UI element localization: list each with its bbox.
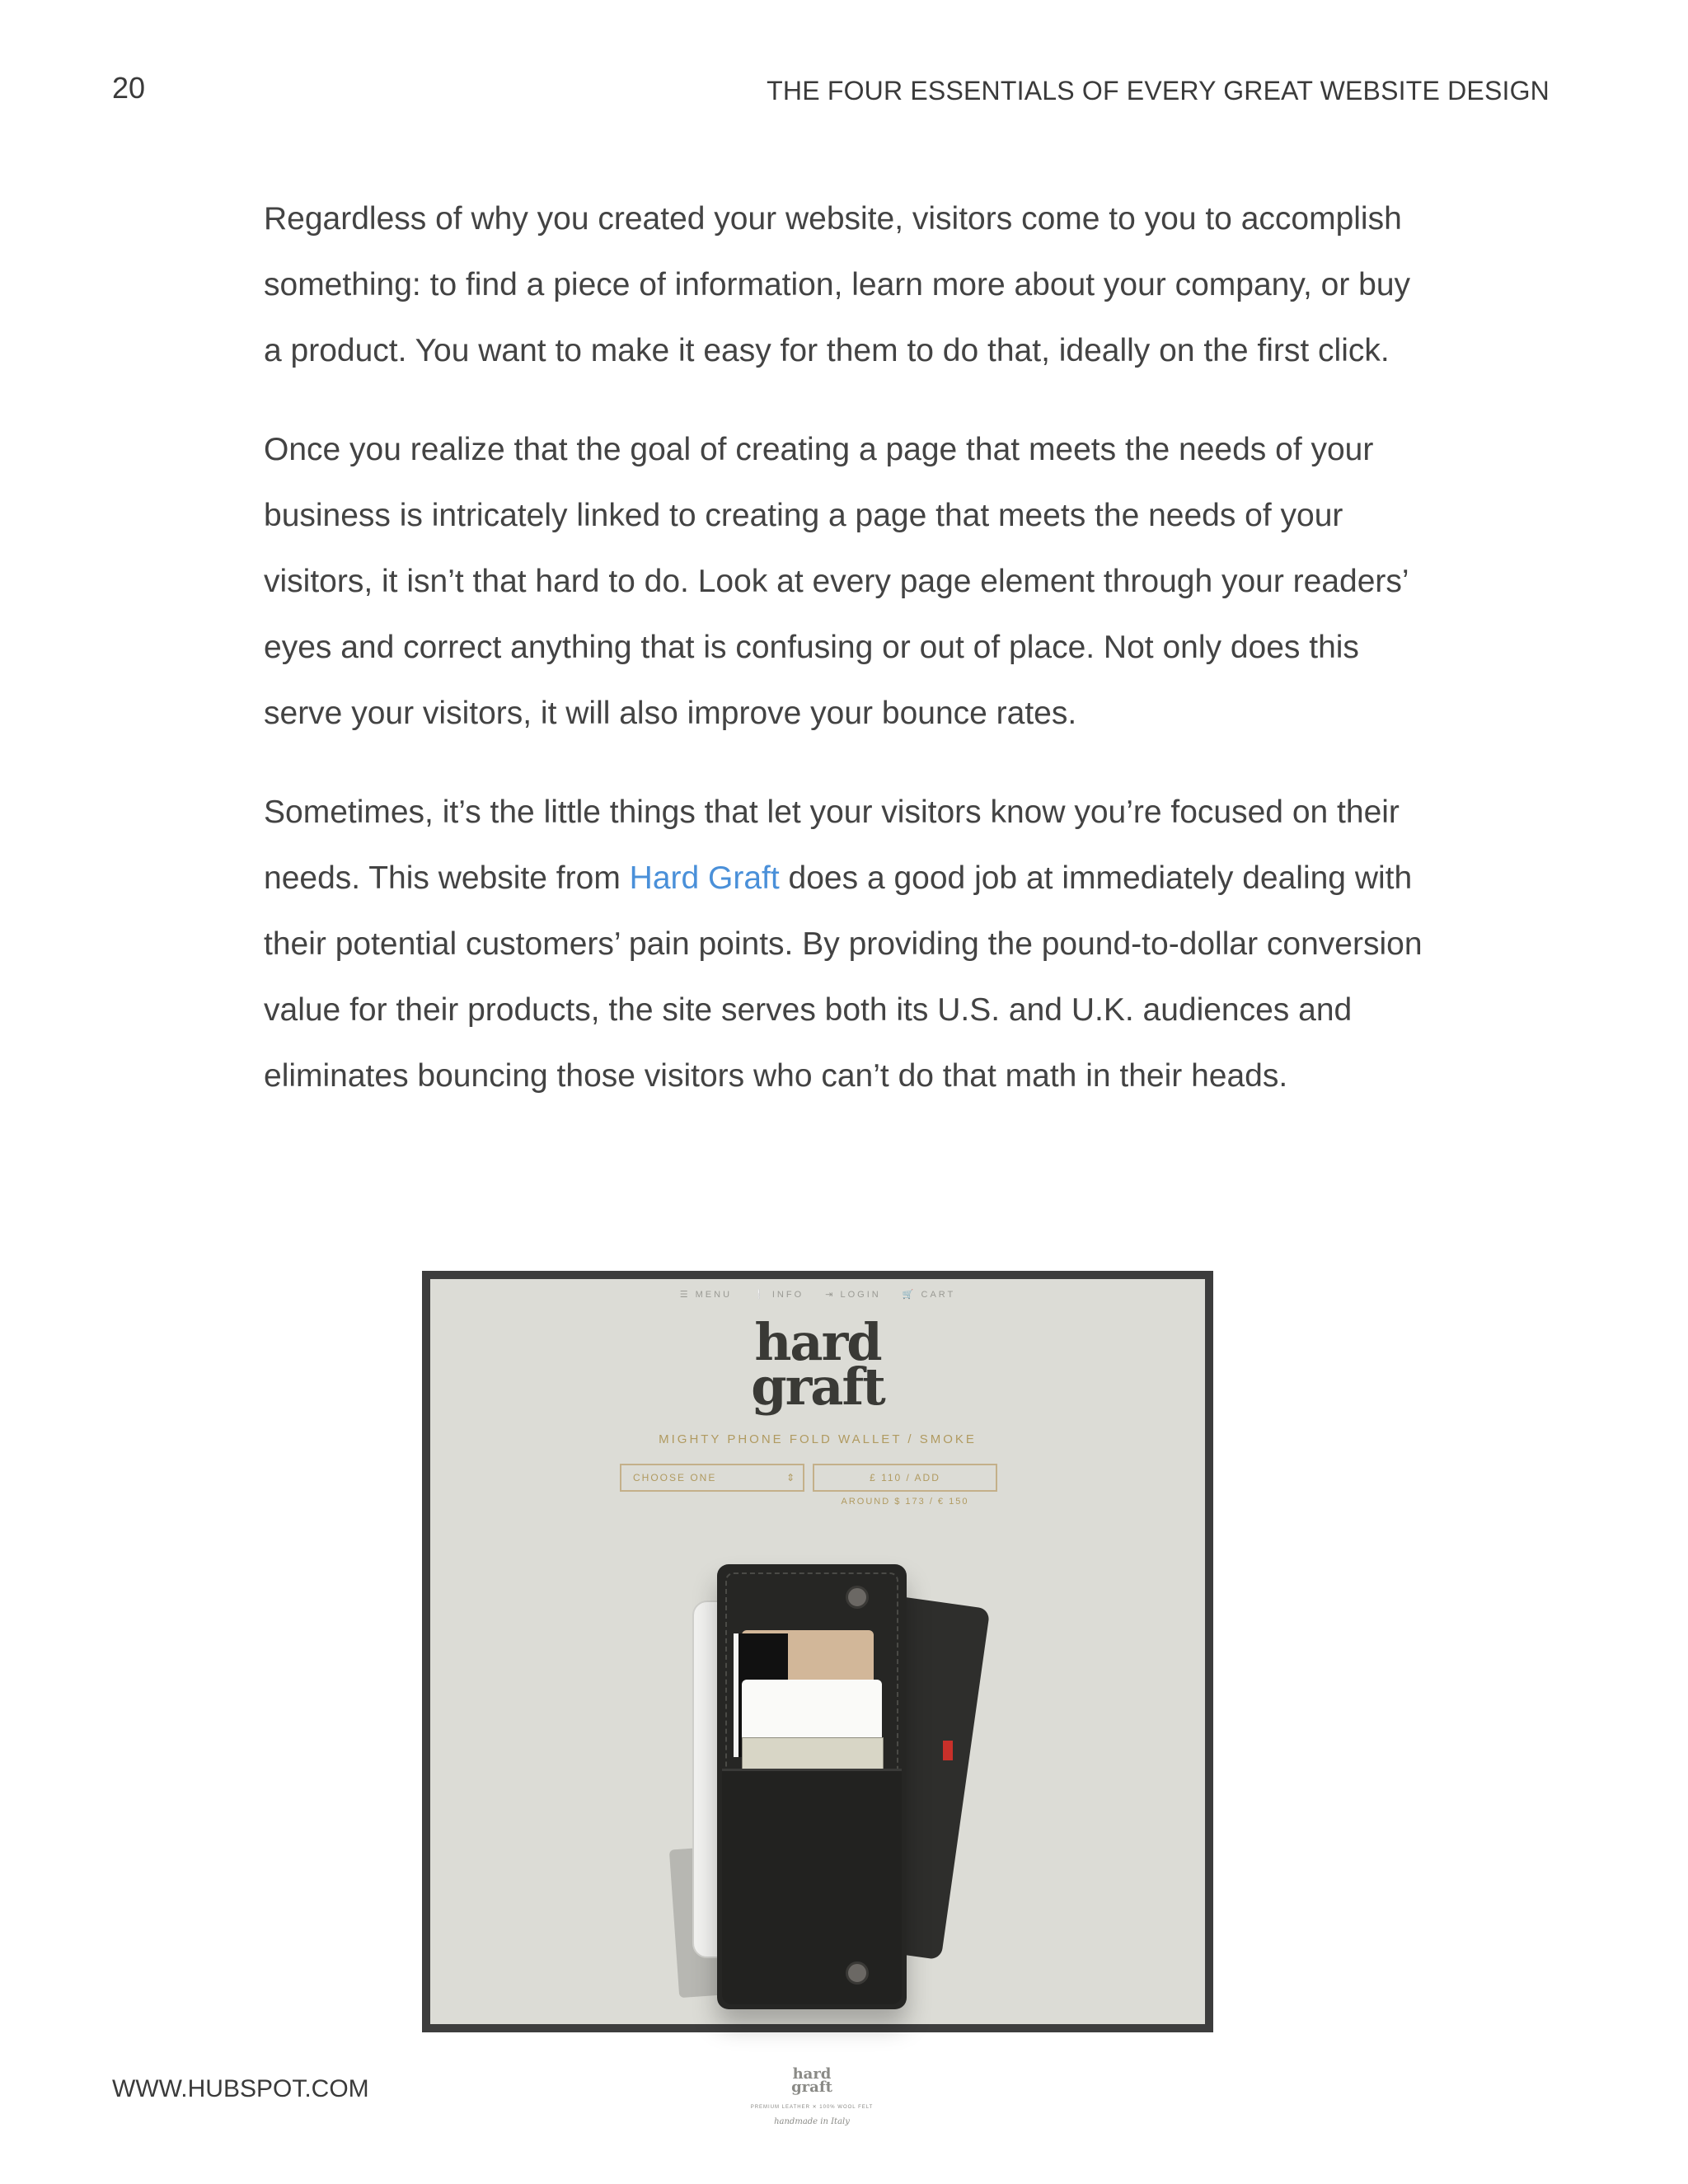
red-tab <box>943 1741 953 1760</box>
screenshot-nav <box>430 1289 1205 1300</box>
emboss-signature: handmade in Italy <box>774 2117 850 2126</box>
snap-button-icon <box>846 1586 869 1609</box>
hard-graft-screenshot <box>422 1271 1213 2126</box>
emboss-detail: PREMIUM LEATHER ✕ 100% WOOL FELT <box>750 2105 874 2110</box>
nav-cart: 🛒 CART <box>902 1290 956 1300</box>
wallet-pocket <box>722 1769 902 2126</box>
price-add-button: £ 110 / ADD <box>813 1464 997 1492</box>
hard-graft-link[interactable]: Hard Graft <box>629 860 780 896</box>
page-number: 20 <box>112 71 146 105</box>
price-conversion-note: AROUND $ 173 / € 150 <box>841 1497 969 1507</box>
product-title: MIGHTY PHONE FOLD WALLET / SMOKE <box>659 1432 977 1446</box>
paragraph-3 <box>264 780 1434 1109</box>
select-arrow-icon: ⇕ <box>785 1472 796 1483</box>
choose-label: CHOOSE ONE <box>633 1472 717 1483</box>
paragraph-2: Once you realize that the goal of creating a page that meets the needs of your business is intricately linked to creating a page that meets the needs of your visitors, it isn’t that hard to do. Look at every page element through your readers’ eyes and correct anything that is confusing or out of place. Not only does this serve your visitors, it will also improve your bounce rates. <box>264 432 1409 731</box>
running-header: THE FOUR ESSENTIALS OF EVERY GREAT WEBSITE DESIGN <box>767 76 1550 105</box>
emboss-logo <box>722 2065 902 2096</box>
nav-info: ❕ INFO <box>753 1290 804 1300</box>
hard-graft-logo <box>430 1312 1205 1417</box>
paragraph-3-before: Sometimes, it’s the little things that let your visitors know you’re focused on their needs. This website from <box>264 794 1400 896</box>
nav-login: ⇥ LOGIN <box>825 1290 881 1300</box>
choose-select <box>620 1464 804 1492</box>
paragraph-3-after: does a good job at immediately dealing with their potential customers’ pain points. By providing the pound-to-dollar conversion value for their products, the site serves both its U.S. and U.K. audiences and eliminates bouncing those visitors who can’t do that math in their heads. <box>264 860 1423 1094</box>
footer-url: WWW.HUBSPOT.COM <box>112 2075 369 2102</box>
emboss-line-1: hard <box>792 2065 832 2083</box>
body-text <box>264 186 1434 1142</box>
snap-button-icon <box>846 1961 869 1985</box>
emboss-line-2: graft <box>791 2079 832 2096</box>
logo-line-2: graft <box>751 1357 884 1417</box>
logo-line-1: hard <box>754 1312 881 1372</box>
nav-menu: ☰ MENU <box>679 1290 733 1300</box>
paragraph-1: Regardless of why you created your website, visitors come to you to accomplish something: to find a piece of information, learn more about your company, or buy a product. You want to make it easy for them to do that, ideally on the first click. <box>264 201 1411 368</box>
wallet-image <box>717 1564 907 2126</box>
